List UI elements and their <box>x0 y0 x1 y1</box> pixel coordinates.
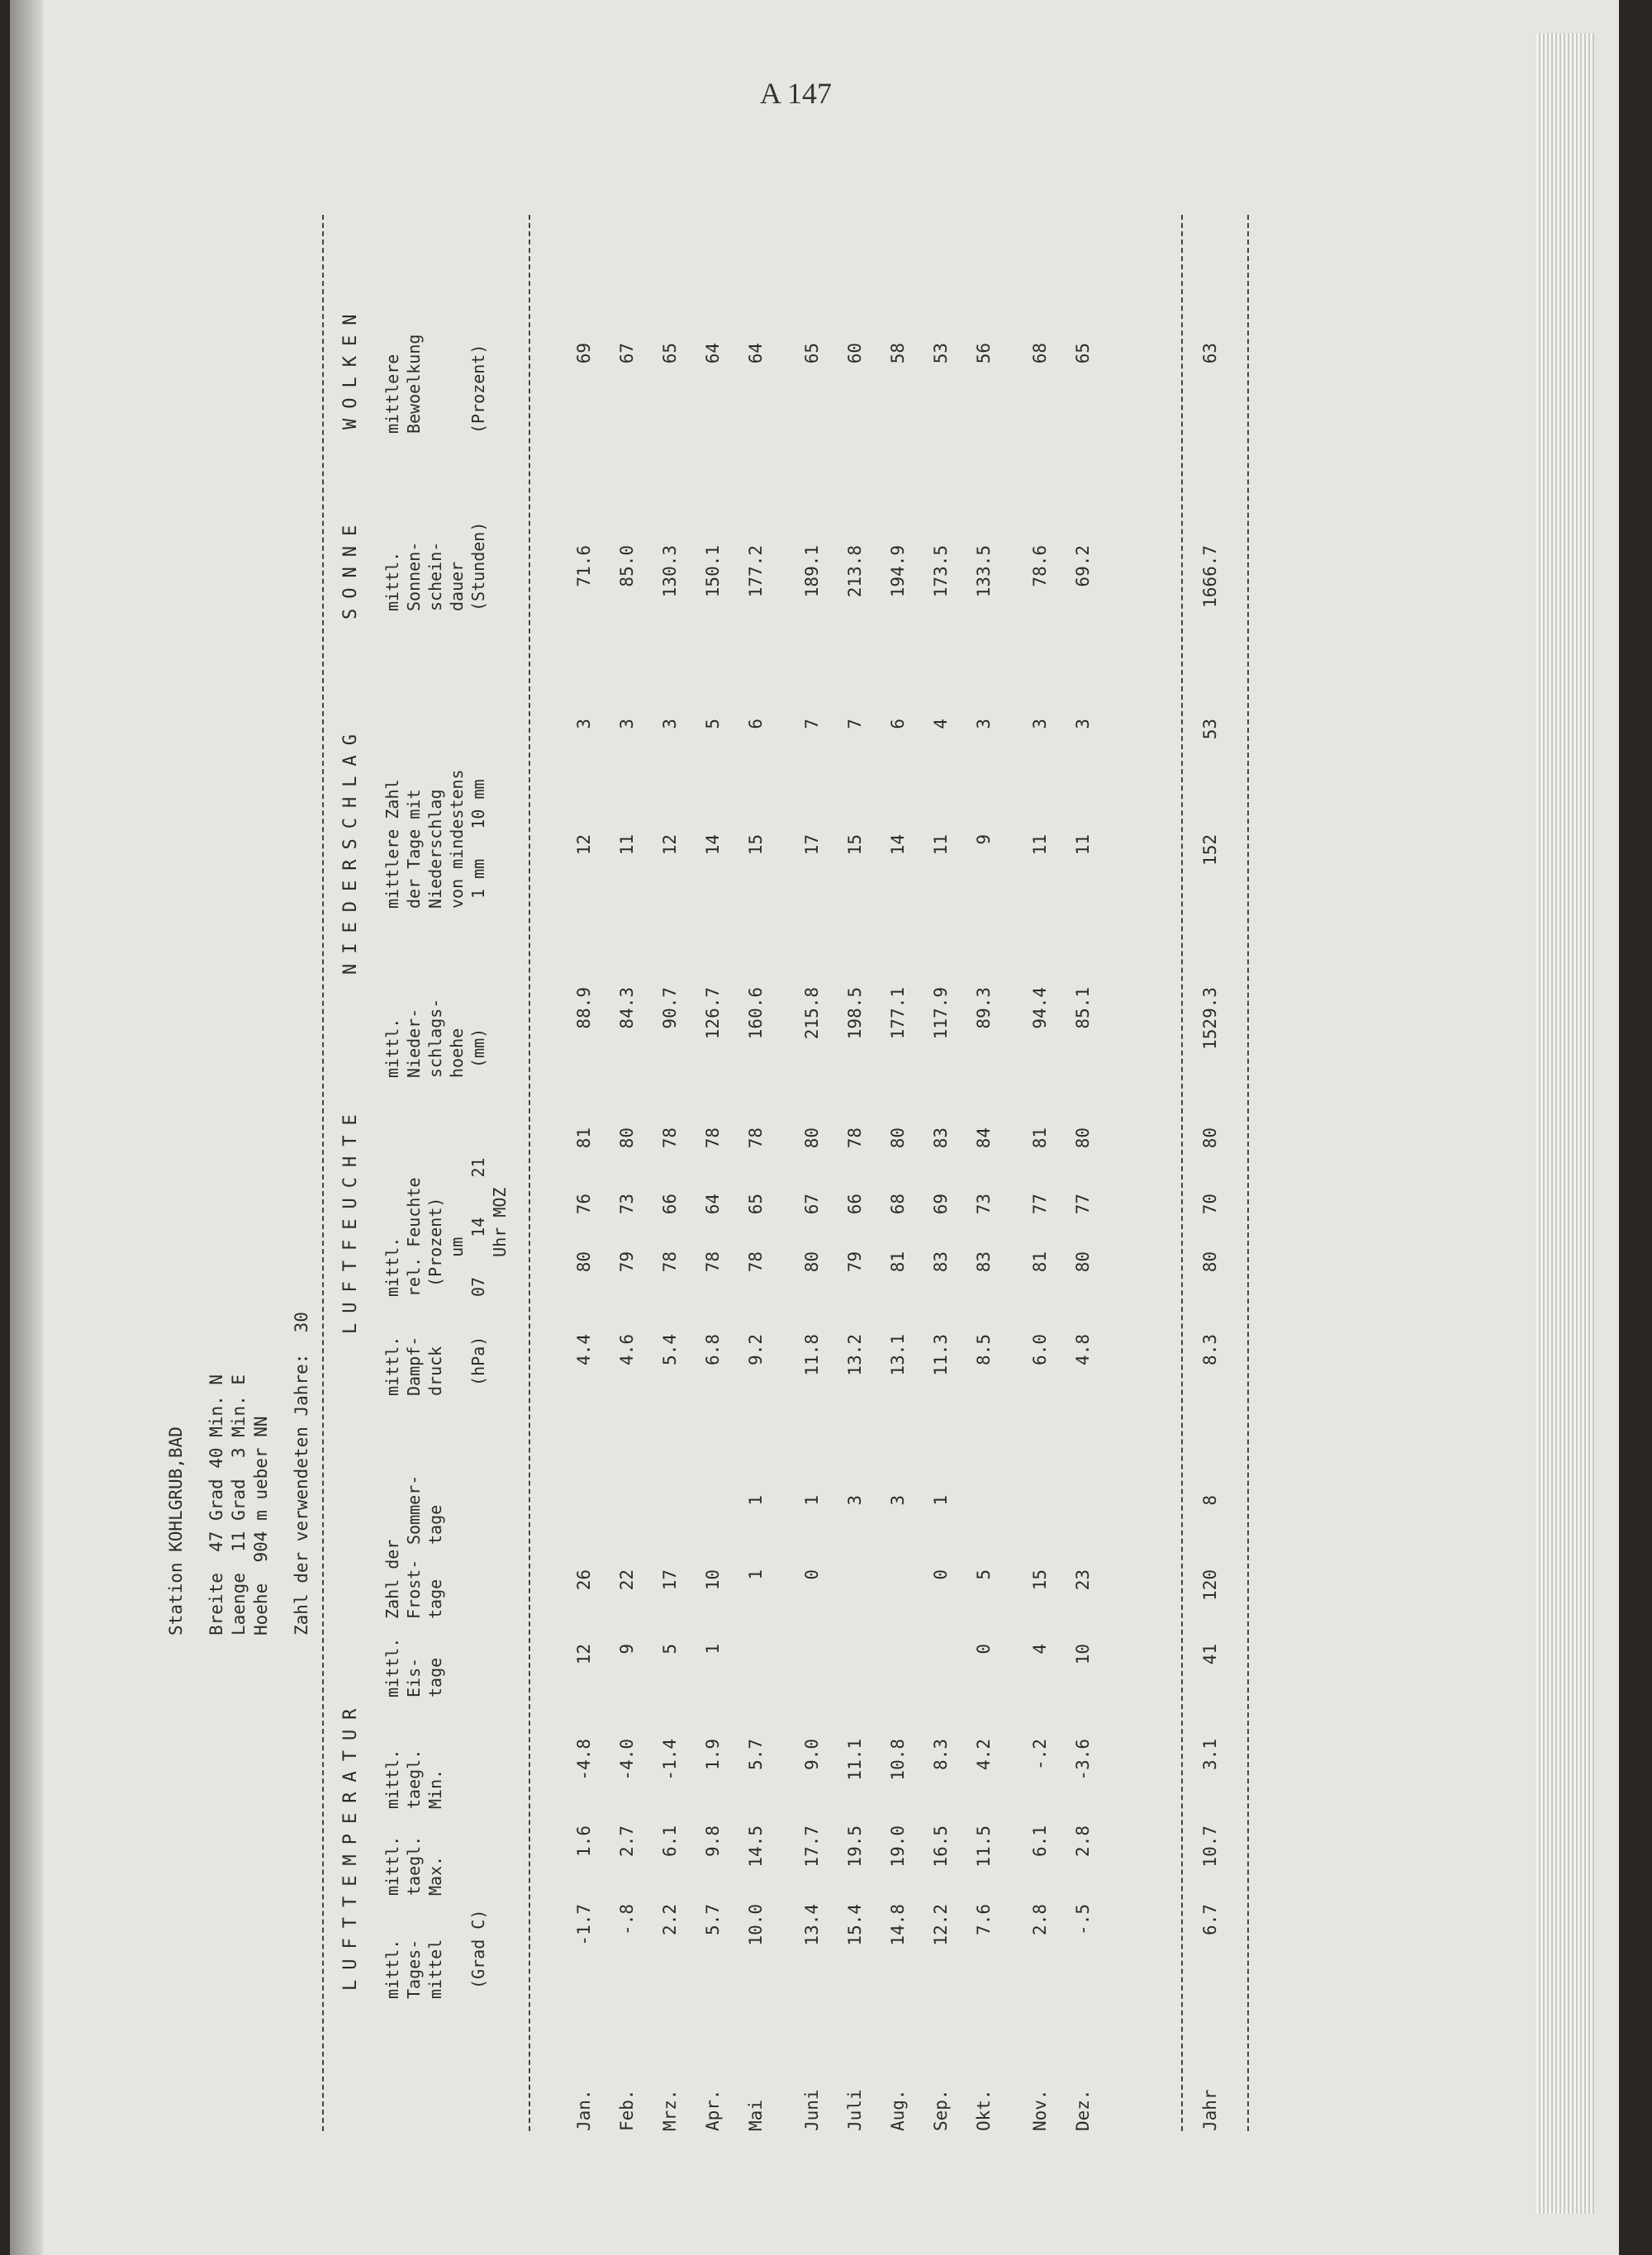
cell-wolken: 65 <box>802 343 822 364</box>
cell-frost: 22 <box>617 1569 637 1591</box>
col-sommertage: Sommer- tage <box>404 1474 445 1545</box>
cell-min: -3.6 <box>1073 1739 1093 1781</box>
cell-wolken: 64 <box>746 343 766 364</box>
cell-max: 14.5 <box>746 1825 766 1868</box>
cell-nied: 90.7 <box>660 987 680 1029</box>
rule-year <box>1181 215 1183 2131</box>
cell-f14: 68 <box>888 1194 908 1215</box>
cell-tm: 13.4 <box>802 1904 822 1946</box>
cell-f21: 80 <box>888 1128 908 1149</box>
cell-eis: 10 <box>1073 1644 1093 1665</box>
col-eistage: mittl. Eis- tage <box>382 1637 445 1697</box>
cell-dampf: 4.6 <box>617 1334 637 1365</box>
group-wolken: WOLKEN <box>340 304 361 430</box>
col-niederschlagshoehe: mittl. Nieder- schlags- hoehe (mm) <box>382 998 488 1078</box>
cell-sonne: 189.1 <box>802 545 822 598</box>
cell-sommer: 1 <box>746 1495 766 1506</box>
cell-frost: 1 <box>746 1569 766 1580</box>
cell-wolken: 58 <box>888 343 908 364</box>
cell-tm: 6.7 <box>1200 1904 1220 1935</box>
cell-n1: 14 <box>888 834 908 856</box>
page-stack-edge <box>1536 33 1594 2214</box>
cell-f07: 78 <box>660 1251 680 1273</box>
group-sonne: SONNE <box>340 515 361 620</box>
cell-nied: 1529.3 <box>1200 987 1220 1050</box>
cell-tm: -.5 <box>1073 1904 1093 1935</box>
cell-max: 6.1 <box>1030 1825 1050 1857</box>
cell-n10: 3 <box>1073 719 1093 729</box>
cell-dampf: 11.3 <box>931 1334 951 1376</box>
cell-f21: 80 <box>1073 1128 1093 1149</box>
row-label: Nov. <box>1030 2089 1050 2131</box>
cell-frost: 26 <box>574 1569 594 1591</box>
cell-eis: 4 <box>1030 1644 1050 1654</box>
cell-n10: 4 <box>931 719 951 729</box>
col-tagesmittel: mittl. Tages- mittel (Grad C) <box>382 1909 488 1999</box>
cell-n10: 7 <box>845 719 865 729</box>
cell-frost: 10 <box>703 1569 723 1591</box>
cell-f21: 78 <box>746 1128 766 1149</box>
row-label: Jan. <box>574 2089 594 2131</box>
cell-n10: 6 <box>888 719 908 729</box>
cell-min: 9.0 <box>802 1739 822 1770</box>
cell-n1: 152 <box>1200 834 1220 866</box>
cell-sonne: 150.1 <box>703 545 723 598</box>
page-number: A 147 <box>760 77 833 110</box>
cell-max: 2.8 <box>1073 1825 1093 1857</box>
row-label: Sep. <box>931 2089 951 2131</box>
cell-f21: 80 <box>802 1128 822 1149</box>
cell-frost: 0 <box>802 1569 822 1580</box>
cell-n1: 11 <box>617 834 637 856</box>
cell-frost: 0 <box>931 1569 951 1580</box>
cell-max: 16.5 <box>931 1825 951 1868</box>
cell-max: 9.8 <box>703 1825 723 1857</box>
cell-max: 10.7 <box>1200 1825 1220 1868</box>
cell-tm: 7.6 <box>974 1904 994 1935</box>
col-tage-niederschlag: mittlere Zahl der Tage mit Niederschlag von mindestens 1 mm 10 mm <box>382 769 488 909</box>
years-used: Zahl der verwendeten Jahre: 30 <box>292 1312 311 1635</box>
cell-wolken: 56 <box>974 343 994 364</box>
row-label: Apr. <box>703 2089 723 2131</box>
cell-n1: 14 <box>703 834 723 856</box>
cell-min: 10.8 <box>888 1739 908 1781</box>
cell-min: 1.9 <box>703 1739 723 1770</box>
cell-max: 1.6 <box>574 1825 594 1857</box>
cell-nied: 198.5 <box>845 987 865 1040</box>
cell-tm: 15.4 <box>845 1904 865 1946</box>
station-header <box>165 1312 313 1635</box>
cell-nied: 94.4 <box>1030 987 1050 1029</box>
cell-frost: 15 <box>1030 1569 1050 1591</box>
cell-tm: 5.7 <box>703 1904 723 1935</box>
cell-sonne: 213.8 <box>845 545 865 598</box>
cell-sonne: 85.0 <box>617 545 637 587</box>
cell-eis: 41 <box>1200 1644 1220 1665</box>
cell-f07: 80 <box>574 1251 594 1273</box>
cell-n1: 12 <box>660 834 680 856</box>
cell-sonne: 78.6 <box>1030 545 1050 587</box>
cell-dampf: 11.8 <box>802 1334 822 1376</box>
cell-sonne: 1666.7 <box>1200 545 1220 608</box>
cell-dampf: 8.3 <box>1200 1334 1220 1365</box>
rule-bottom <box>1247 215 1249 2131</box>
row-label: Jahr <box>1200 2089 1220 2131</box>
cell-tm: 10.0 <box>746 1904 766 1946</box>
cell-sonne: 173.5 <box>931 545 951 598</box>
cell-min: -1.4 <box>660 1739 680 1781</box>
cell-f07: 79 <box>617 1251 637 1273</box>
cell-f21: 78 <box>660 1128 680 1149</box>
cell-nied: 177.1 <box>888 987 908 1040</box>
cell-min: 11.1 <box>845 1739 865 1781</box>
cell-f14: 66 <box>845 1194 865 1215</box>
cell-n10: 3 <box>1030 719 1050 729</box>
cell-min: 4.2 <box>974 1739 994 1770</box>
cell-min: 5.7 <box>746 1739 766 1770</box>
cell-dampf: 6.0 <box>1030 1334 1050 1365</box>
cell-tm: 2.2 <box>660 1904 680 1935</box>
cell-eis: 1 <box>703 1644 723 1654</box>
cell-f14: 73 <box>974 1194 994 1215</box>
cell-dampf: 4.4 <box>574 1334 594 1365</box>
cell-sommer: 1 <box>931 1495 951 1506</box>
col-bewoelkung: mittlere Bewoelkung (Prozent) <box>382 334 488 434</box>
cell-f21: 83 <box>931 1128 951 1149</box>
cell-n10: 53 <box>1200 719 1220 740</box>
cell-f14: 65 <box>746 1194 766 1215</box>
cell-n1: 15 <box>845 834 865 856</box>
group-niederschlag: NIEDERSCHLAG <box>340 724 361 975</box>
cell-f14: 73 <box>617 1194 637 1215</box>
cell-f14: 69 <box>931 1194 951 1215</box>
col-dampfdruck: mittl. Dampf- druck (hPa) <box>382 1336 488 1396</box>
cell-sonne: 71.6 <box>574 545 594 587</box>
row-label: Juli <box>845 2089 865 2131</box>
cell-dampf: 9.2 <box>746 1334 766 1365</box>
cell-f07: 81 <box>1030 1251 1050 1273</box>
cell-nied: 117.9 <box>931 987 951 1040</box>
cell-eis: 9 <box>617 1644 637 1654</box>
cell-f14: 66 <box>660 1194 680 1215</box>
cell-dampf: 6.8 <box>703 1334 723 1365</box>
rule-top <box>322 215 324 2131</box>
cell-frost: 17 <box>660 1569 680 1591</box>
row-label: Aug. <box>888 2089 908 2131</box>
group-luftfeuchte: LUFTFEUCHTE <box>340 1104 361 1334</box>
cell-f07: 83 <box>931 1251 951 1273</box>
cell-f07: 79 <box>845 1251 865 1273</box>
book-gutter <box>10 0 43 2255</box>
longitude: Laenge 11 Grad 3 Min. E <box>229 1374 249 1635</box>
cell-f21: 81 <box>1030 1128 1050 1149</box>
cell-f14: 76 <box>574 1194 594 1215</box>
cell-wolken: 65 <box>660 343 680 364</box>
cell-f07: 83 <box>974 1251 994 1273</box>
cell-f07: 80 <box>1073 1251 1093 1273</box>
cell-eis: 0 <box>974 1644 994 1654</box>
cell-sonne: 133.5 <box>974 545 994 598</box>
col-sonnenschein: mittl. Sonnen- schein- dauer (Stunden) <box>382 521 488 611</box>
cell-f14: 67 <box>802 1194 822 1215</box>
col-feuchte: mittl. rel. Feuchte (Prozent) um 07 14 21 Uhr MOZ <box>382 1157 510 1297</box>
cell-nied: 160.6 <box>746 987 766 1040</box>
row-label: Okt. <box>974 2089 994 2131</box>
cell-n10: 3 <box>974 719 994 729</box>
cell-frost: 120 <box>1200 1569 1220 1601</box>
cell-max: 19.0 <box>888 1825 908 1868</box>
cell-f14: 70 <box>1200 1194 1220 1215</box>
cell-sommer: 3 <box>845 1495 865 1506</box>
cell-wolken: 64 <box>703 343 723 364</box>
cell-wolken: 60 <box>845 343 865 364</box>
cell-max: 19.5 <box>845 1825 865 1868</box>
cell-f21: 84 <box>974 1128 994 1149</box>
cell-tm: -1.7 <box>574 1904 594 1946</box>
cell-tm: 12.2 <box>931 1904 951 1946</box>
cell-dampf: 4.8 <box>1073 1334 1093 1365</box>
rule-header <box>529 215 530 2131</box>
cell-wolken: 53 <box>931 343 951 364</box>
cell-f21: 81 <box>574 1128 594 1149</box>
cell-nied: 88.9 <box>574 987 594 1029</box>
row-label: Dez. <box>1073 2089 1093 2131</box>
cell-nied: 215.8 <box>802 987 822 1040</box>
cell-n1: 15 <box>746 834 766 856</box>
cell-n1: 11 <box>1073 834 1093 856</box>
cell-max: 6.1 <box>660 1825 680 1857</box>
cell-n10: 7 <box>802 719 822 729</box>
cell-wolken: 69 <box>574 343 594 364</box>
cell-n10: 6 <box>746 719 766 729</box>
cell-nied: 85.1 <box>1073 987 1093 1029</box>
cell-n1: 12 <box>574 834 594 856</box>
cell-frost: 5 <box>974 1569 994 1580</box>
cell-sonne: 130.3 <box>660 545 680 598</box>
elevation: Hoehe 904 m ueber NN <box>251 1416 271 1635</box>
col-frosttage: Zahl der Frost- tage <box>382 1539 445 1619</box>
col-max: mittl. taegl. Max. <box>382 1835 445 1896</box>
cell-sonne: 177.2 <box>746 545 766 598</box>
cell-dampf: 13.1 <box>888 1334 908 1376</box>
cell-wolken: 63 <box>1200 343 1220 364</box>
cell-f21: 78 <box>703 1128 723 1149</box>
cell-tm: -.8 <box>617 1904 637 1935</box>
cell-nied: 89.3 <box>974 987 994 1029</box>
cell-dampf: 13.2 <box>845 1334 865 1376</box>
cell-sommer: 8 <box>1200 1495 1220 1506</box>
cell-max: 17.7 <box>802 1825 822 1868</box>
cell-n10: 3 <box>574 719 594 729</box>
cell-f07: 80 <box>802 1251 822 1273</box>
cell-eis: 12 <box>574 1644 594 1665</box>
row-label: Juni <box>802 2089 822 2131</box>
cell-f14: 64 <box>703 1194 723 1215</box>
cell-min: -.2 <box>1030 1739 1050 1770</box>
cell-n10: 5 <box>703 719 723 729</box>
cell-wolken: 65 <box>1073 343 1093 364</box>
cell-sommer: 1 <box>802 1495 822 1506</box>
cell-n10: 3 <box>660 719 680 729</box>
cell-wolken: 68 <box>1030 343 1050 364</box>
cell-tm: 14.8 <box>888 1904 908 1946</box>
cell-f14: 77 <box>1073 1194 1093 1215</box>
cell-min: 8.3 <box>931 1739 951 1770</box>
cell-max: 2.7 <box>617 1825 637 1857</box>
station-name: Station KOHLGRUB,BAD <box>166 1427 186 1635</box>
rotated-climate-table <box>165 215 1322 2131</box>
cell-dampf: 8.5 <box>974 1334 994 1365</box>
cell-frost: 23 <box>1073 1569 1093 1591</box>
latitude: Breite 47 Grad 40 Min. N <box>206 1374 226 1635</box>
cell-min: -4.0 <box>617 1739 637 1781</box>
cell-sommer: 3 <box>888 1495 908 1506</box>
cell-tm: 2.8 <box>1030 1904 1050 1935</box>
cell-f07: 80 <box>1200 1251 1220 1273</box>
cell-nied: 126.7 <box>703 987 723 1040</box>
cell-f14: 77 <box>1030 1194 1050 1215</box>
cell-f07: 81 <box>888 1251 908 1273</box>
cell-f07: 78 <box>703 1251 723 1273</box>
cell-eis: 5 <box>660 1644 680 1654</box>
cell-min: -4.8 <box>574 1739 594 1781</box>
cell-f21: 80 <box>1200 1128 1220 1149</box>
cell-n1: 17 <box>802 834 822 856</box>
cell-sonne: 69.2 <box>1073 545 1093 587</box>
cell-n1: 9 <box>974 834 994 845</box>
cell-f07: 78 <box>746 1251 766 1273</box>
group-lufttemperatur: LUFTTEMPERATUR <box>340 1698 361 1991</box>
cell-nied: 84.3 <box>617 987 637 1029</box>
cell-dampf: 5.4 <box>660 1334 680 1365</box>
cell-sonne: 194.9 <box>888 545 908 598</box>
cell-f21: 80 <box>617 1128 637 1149</box>
cell-f21: 78 <box>845 1128 865 1149</box>
cell-max: 11.5 <box>974 1825 994 1868</box>
cell-n1: 11 <box>1030 834 1050 856</box>
col-min: mittl. taegl. Min. <box>382 1749 445 1809</box>
row-label: Mai <box>746 2100 766 2131</box>
row-label: Mrz. <box>660 2089 680 2131</box>
cell-n1: 11 <box>931 834 951 856</box>
cell-n10: 3 <box>617 719 637 729</box>
cell-min: 3.1 <box>1200 1739 1220 1770</box>
cell-wolken: 67 <box>617 343 637 364</box>
row-label: Feb. <box>617 2089 637 2131</box>
